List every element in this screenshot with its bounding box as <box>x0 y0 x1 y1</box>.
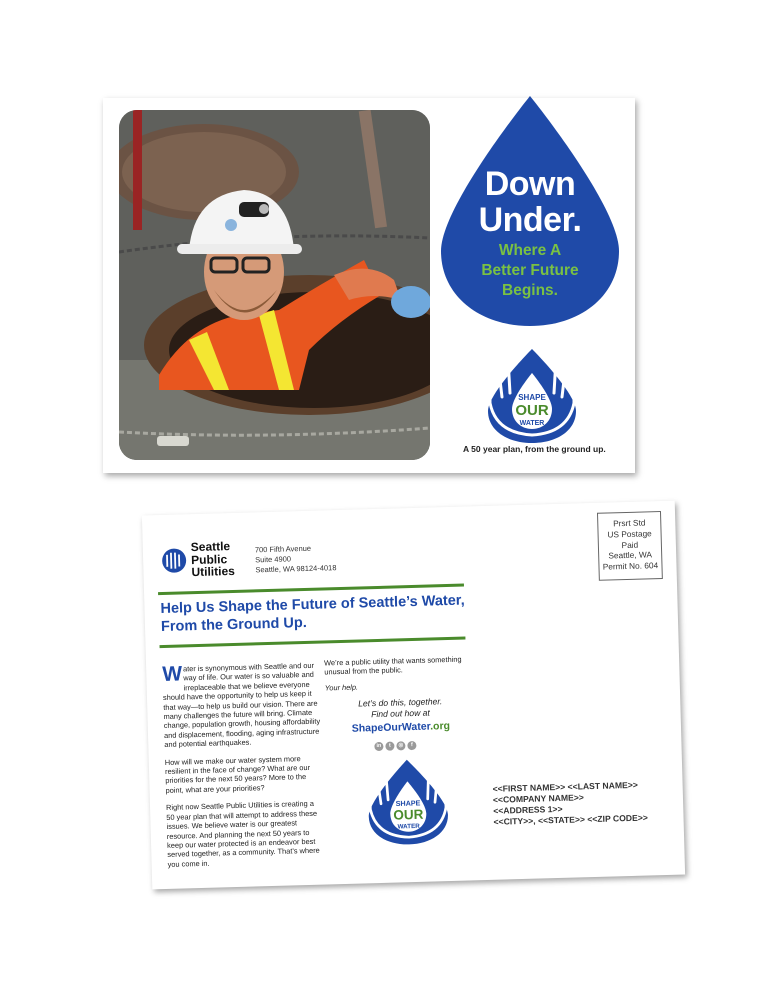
postcard-back <box>142 501 685 890</box>
recipient-address-block <box>493 780 648 828</box>
instagram-icon[interactable]: ◎ <box>396 741 405 750</box>
body-column-right <box>324 654 475 698</box>
logo-back-text-shape: SHAPE <box>395 798 421 809</box>
drop-cap: W <box>162 662 183 687</box>
linkedin-icon[interactable]: in <box>374 742 383 751</box>
logo-text-shape: SHAPE <box>518 393 546 402</box>
logo-text-our: OUR <box>515 402 549 419</box>
front-subheadline: Where A Better Future Begins. <box>481 242 579 299</box>
address-line-street: <<ADDRESS 1>> <box>493 803 563 816</box>
paragraph-2: How will we make our water system more resilient in the face of change? What are our priorities for the next 50 years? More to the point, what are your priorities? <box>164 753 311 795</box>
paragraph-public: We’re a public utility that wants something unusual from the public. <box>323 654 462 677</box>
address-line-city: <<CITY>>, <<STATE>> <<ZIP CODE>> <box>493 812 648 827</box>
back-headline: Help Us Shape the Future of Seattle’s Water, From the Ground Up. <box>160 592 465 636</box>
shape-our-water-logo <box>476 345 588 445</box>
website-url[interactable]: ShapeOurWater.org <box>351 719 451 735</box>
divider-bottom <box>160 637 466 649</box>
paragraph-help: Your help. <box>324 682 359 693</box>
twitter-icon[interactable]: t <box>385 742 394 751</box>
front-headline: Down Under. <box>478 165 582 239</box>
address-line-name: <<FIRST NAME>> <<LAST NAME>> <box>492 779 638 794</box>
postage-indicia: Prsrt Std US Postage Paid Seattle, WA Permit No. 604 <box>597 511 663 581</box>
shape-our-water-logo-back <box>356 755 460 848</box>
org-name: Seattle Public Utilities <box>190 539 236 580</box>
logo-text-water: WATER <box>519 420 545 427</box>
paragraph-3: Right now Seattle Public Utilities is creating a 50 year plan that will attempt to address these issues. We believe water is our greatest resource. And planning the next 50 years to keep our water protected is an endeavor best served together, as a community. That’s where you come in. <box>165 799 320 869</box>
logo-back-text-our: OUR <box>393 806 424 823</box>
logo-back-text-water: WATER <box>397 822 420 831</box>
return-address: 700 Fifth Avenue Suite 4900 Seattle, WA 98124-4018 <box>254 543 337 575</box>
address-line-company: <<COMPANY NAME>> <box>492 792 584 805</box>
paragraph-1: Water is synonymous with Seattle and our way of life. Our water is so valuable and irreplaceable that we believe everyone should have the opportunity to help us keep it that way—to help us build our vision. There are many challenges the future will bring. Climate change, population growth, housing affordability and displacement, flooding, aging infrastructure and potential earthquakes. <box>162 660 321 750</box>
spu-logo-icon <box>161 546 188 575</box>
front-tagline: A 50 year plan, from the ground up. <box>463 444 606 454</box>
worker-in-manhole-photo <box>119 110 430 460</box>
call-to-action: Let’s do this, together. Find out how at <box>358 696 443 720</box>
postcard-front <box>103 98 635 473</box>
facebook-icon[interactable]: f <box>407 741 416 750</box>
body-column-left <box>162 661 326 877</box>
